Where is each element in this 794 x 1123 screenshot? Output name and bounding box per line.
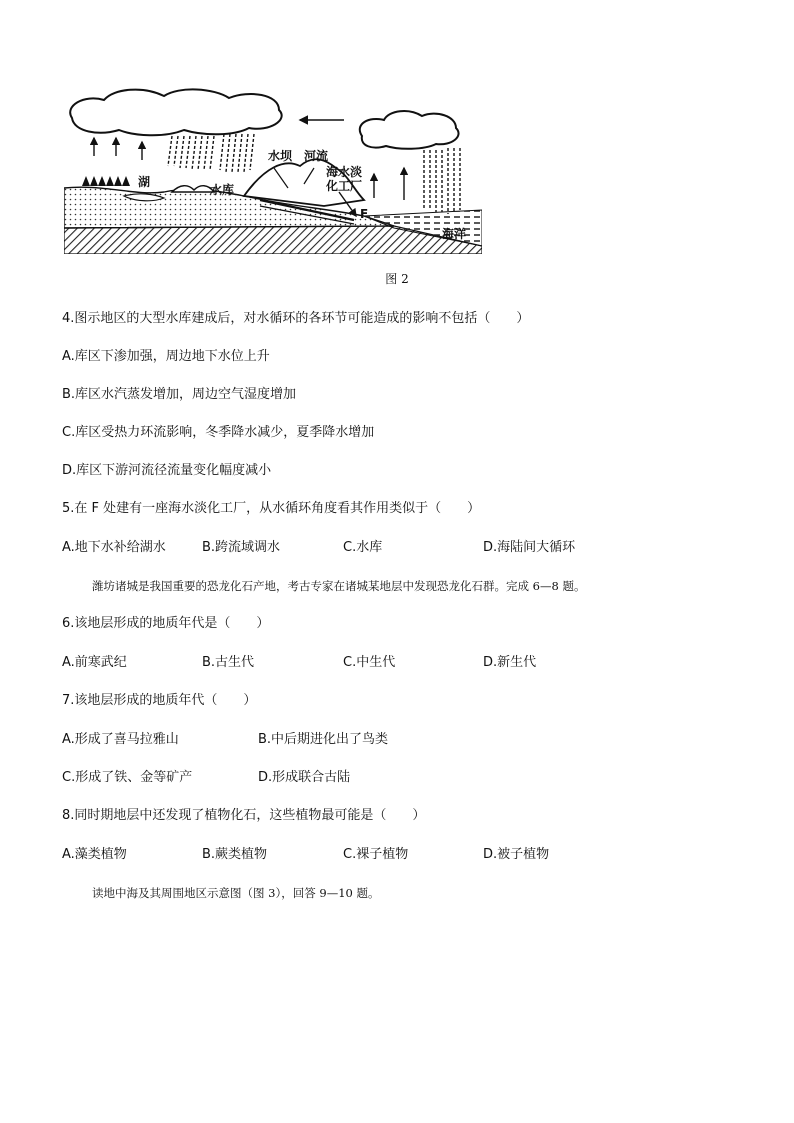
left-cloud: [70, 89, 281, 135]
question-7-option-d: D.形成联合古陆: [258, 770, 351, 785]
question-6-option-c: C.中生代: [343, 655, 396, 670]
question-6-option-b: B.古生代: [202, 655, 255, 670]
rain-right: [424, 148, 460, 214]
question-4-option-b: B.库区水汽蒸发增加，周边空气湿度增加: [62, 387, 297, 402]
intro-6-8: 潍坊诸城是我国重要的恐龙化石产地，考古专家在诸城某地层中发现恐龙化石群。完成 6—8 题。: [92, 579, 586, 593]
label-river: 河流: [304, 149, 329, 163]
question-8-option-c: C.裸子植物: [343, 847, 409, 862]
trees: [82, 176, 130, 186]
question-4-option-c: C.库区受热力环流影响，冬季降水减少，夏季降水增加: [62, 425, 375, 440]
question-8-option-d: D.被子植物: [483, 847, 550, 862]
question-5-option-d: D.海陆间大循环: [483, 540, 576, 555]
question-8-option-b: B.蕨类植物: [202, 847, 268, 862]
intro-9-10: 读地中海及其周围地区示意图（图 3），回答 9—10 题。: [92, 886, 380, 900]
reservoir-water: [172, 186, 214, 192]
label-lake: 湖: [138, 175, 151, 189]
label-f: F: [360, 207, 369, 221]
label-plant-line1: 海水淡: [326, 165, 363, 179]
question-6-option-a: A.前寒武纪: [62, 655, 127, 670]
question-7-option-c: C.形成了铁、金等矿产: [62, 770, 193, 785]
water-cycle-diagram: [64, 88, 482, 254]
question-8-stem: 8.同时期地层中还发现了植物化石，这些植物最可能是（ ）: [62, 808, 426, 823]
question-6-option-d: D.新生代: [483, 655, 537, 670]
question-4-option-a: A.库区下渗加强，周边地下水位上升: [62, 349, 270, 364]
figure-caption: 图 2: [385, 272, 409, 286]
question-5-option-a: A.地下水补给湖水: [62, 540, 166, 555]
question-5-option-b: B.跨流域调水: [202, 540, 281, 555]
label-plant-line2: 化工厂: [326, 179, 363, 193]
label-dam: 水坝: [268, 149, 293, 163]
question-7-option-b: B.中后期进化出了鸟类: [258, 732, 389, 747]
label-reservoir: 水库: [210, 183, 235, 197]
question-8-option-a: A.藻类植物: [62, 847, 127, 862]
right-cloud: [360, 111, 459, 149]
question-5-option-c: C.水库: [343, 540, 383, 555]
question-6-stem: 6.该地层形成的地质年代是（ ）: [62, 616, 270, 631]
question-7-option-a: A.形成了喜马拉雅山: [62, 732, 179, 747]
water-cycle-figure: [64, 88, 482, 254]
label-ocean: 海洋: [442, 227, 467, 241]
rain-left: [168, 134, 254, 172]
question-4-stem: 4.图示地区的大型水库建成后，对水循环的各环节可能造成的影响不包括（ ）: [62, 311, 530, 326]
question-4-option-d: D.库区下游河流径流量变化幅度减小: [62, 463, 272, 478]
question-5-stem: 5.在 F 处建有一座海水淡化工厂，从水循环角度看其作用类似于（ ）: [62, 501, 481, 516]
question-7-stem: 7.该地层形成的地质年代（ ）: [62, 693, 257, 708]
